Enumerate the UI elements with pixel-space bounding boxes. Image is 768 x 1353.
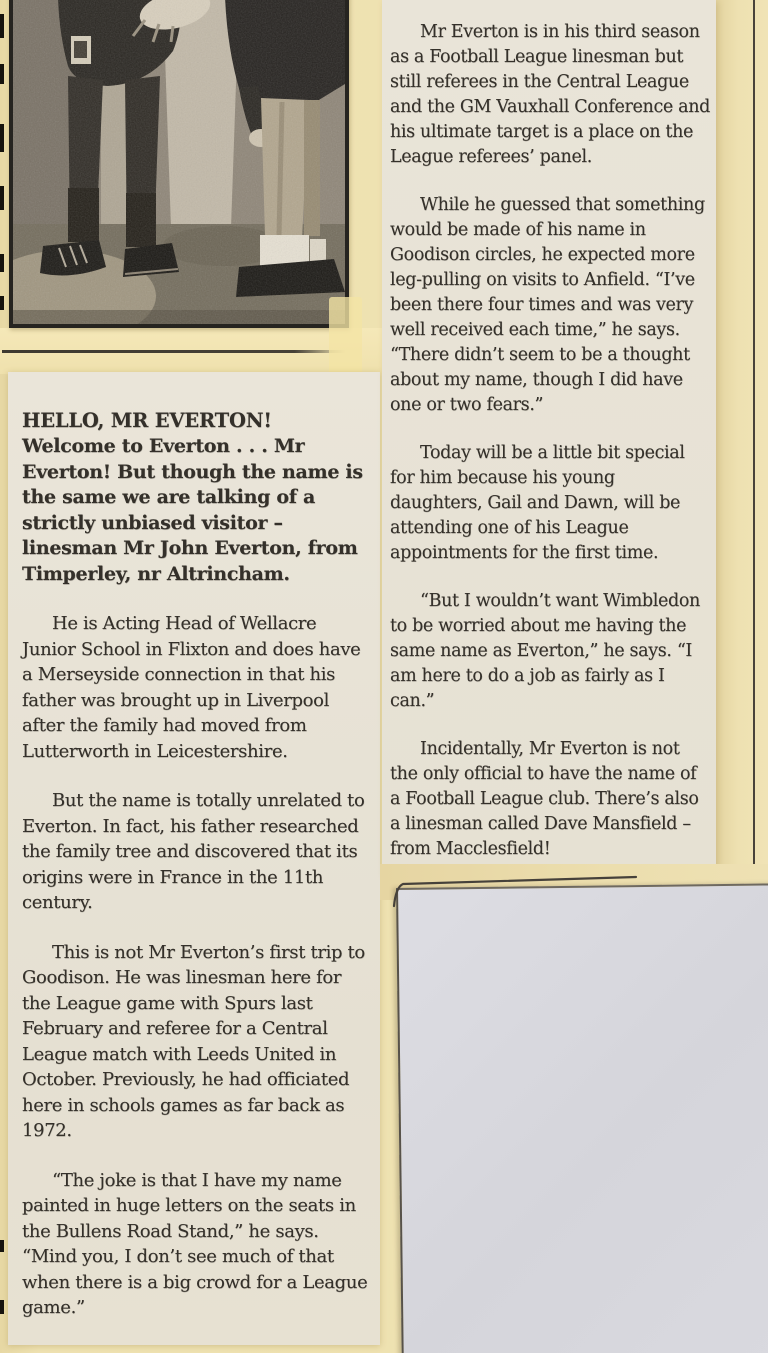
scan-edge-mark bbox=[0, 124, 4, 152]
news-photo bbox=[9, 0, 349, 328]
article-paragraph: He is Acting Head of Wellacre Junior School in Flixton and does have a Merseyside connection in that his father was brought up in Liverpool after the family had moved from Lutterworth in Leicestershire. bbox=[22, 613, 361, 762]
article-paragraph: “The joke is that I have my name painted in huge letters on the seats in the Bullens Road Stand,” he says. “Mind you, I don’t see much of that when there is a big crowd for a League game.” bbox=[22, 1169, 368, 1318]
photo-underline-rule bbox=[2, 350, 346, 353]
clipping-edge-line bbox=[753, 0, 755, 884]
article-paragraph: Mr Everton is in his third season as a Football League linesman but still referees in the Central League and the GM Vauxhall Conference and his ultimate target is a place on the League referees’ panel. bbox=[390, 22, 710, 167]
article-paragraph: But the name is totally unrelated to Everton. In fact, his father researched the family tree and discovered that its origins were in France in the 11th century. bbox=[22, 790, 365, 913]
scan-edge-mark bbox=[0, 186, 4, 210]
article-paragraph: This is not Mr Everton’s first trip to Goodison. He was linesman here for the League game with Spurs last February and referee for a Central League match with Leeds United in October. Previously, he had officiated here in schools games as far back as 1972. bbox=[22, 941, 365, 1141]
blank-paper-overlay bbox=[396, 883, 768, 1353]
scan-edge-mark bbox=[0, 14, 4, 38]
article-paragraph: Today will be a little bit special for him because his young daughters, Gail and Dawn, will be attending one of his League appointments for the first time. bbox=[390, 443, 685, 563]
article-paragraph: “But I wouldn’t want Wimbledon to be worried about me having the same name as Everton,” he says. “I am here to do a job as fairly as I can.” bbox=[390, 591, 700, 711]
article-paragraph: While he guessed that something would be made of his name in Goodison circles, he expected more leg-pulling on visits to Anfield. “I’ve been there four times and was very well received each time,” he says. “There didn’t seem to be a thought about my name, though I did have one or two fears.” bbox=[390, 195, 705, 415]
scan-edge-mark bbox=[0, 296, 4, 310]
article-right-column bbox=[382, 0, 716, 875]
article-lead: Welcome to Everton . . . Mr Everton! But though the name is the same we are talking of a strictly unbiased visitor – linesman Mr John Everton, from Timperley, nr Altrincham. bbox=[22, 435, 363, 585]
scan-edge-mark bbox=[0, 254, 4, 272]
scan-edge-mark bbox=[0, 1240, 4, 1252]
page-right-margin bbox=[714, 0, 768, 902]
article-headline: HELLO, MR EVERTON! bbox=[22, 409, 272, 432]
match-officials-legs-photo bbox=[13, 0, 345, 324]
article-left-column bbox=[8, 372, 380, 1345]
scan-edge-mark bbox=[0, 64, 4, 84]
scan-edge-mark bbox=[0, 1300, 4, 1314]
article-paragraph: Incidentally, Mr Everton is not the only official to have the name of a Football League club. There’s also a linesman called Dave Mansfield – from Macclesfield! bbox=[390, 739, 699, 859]
